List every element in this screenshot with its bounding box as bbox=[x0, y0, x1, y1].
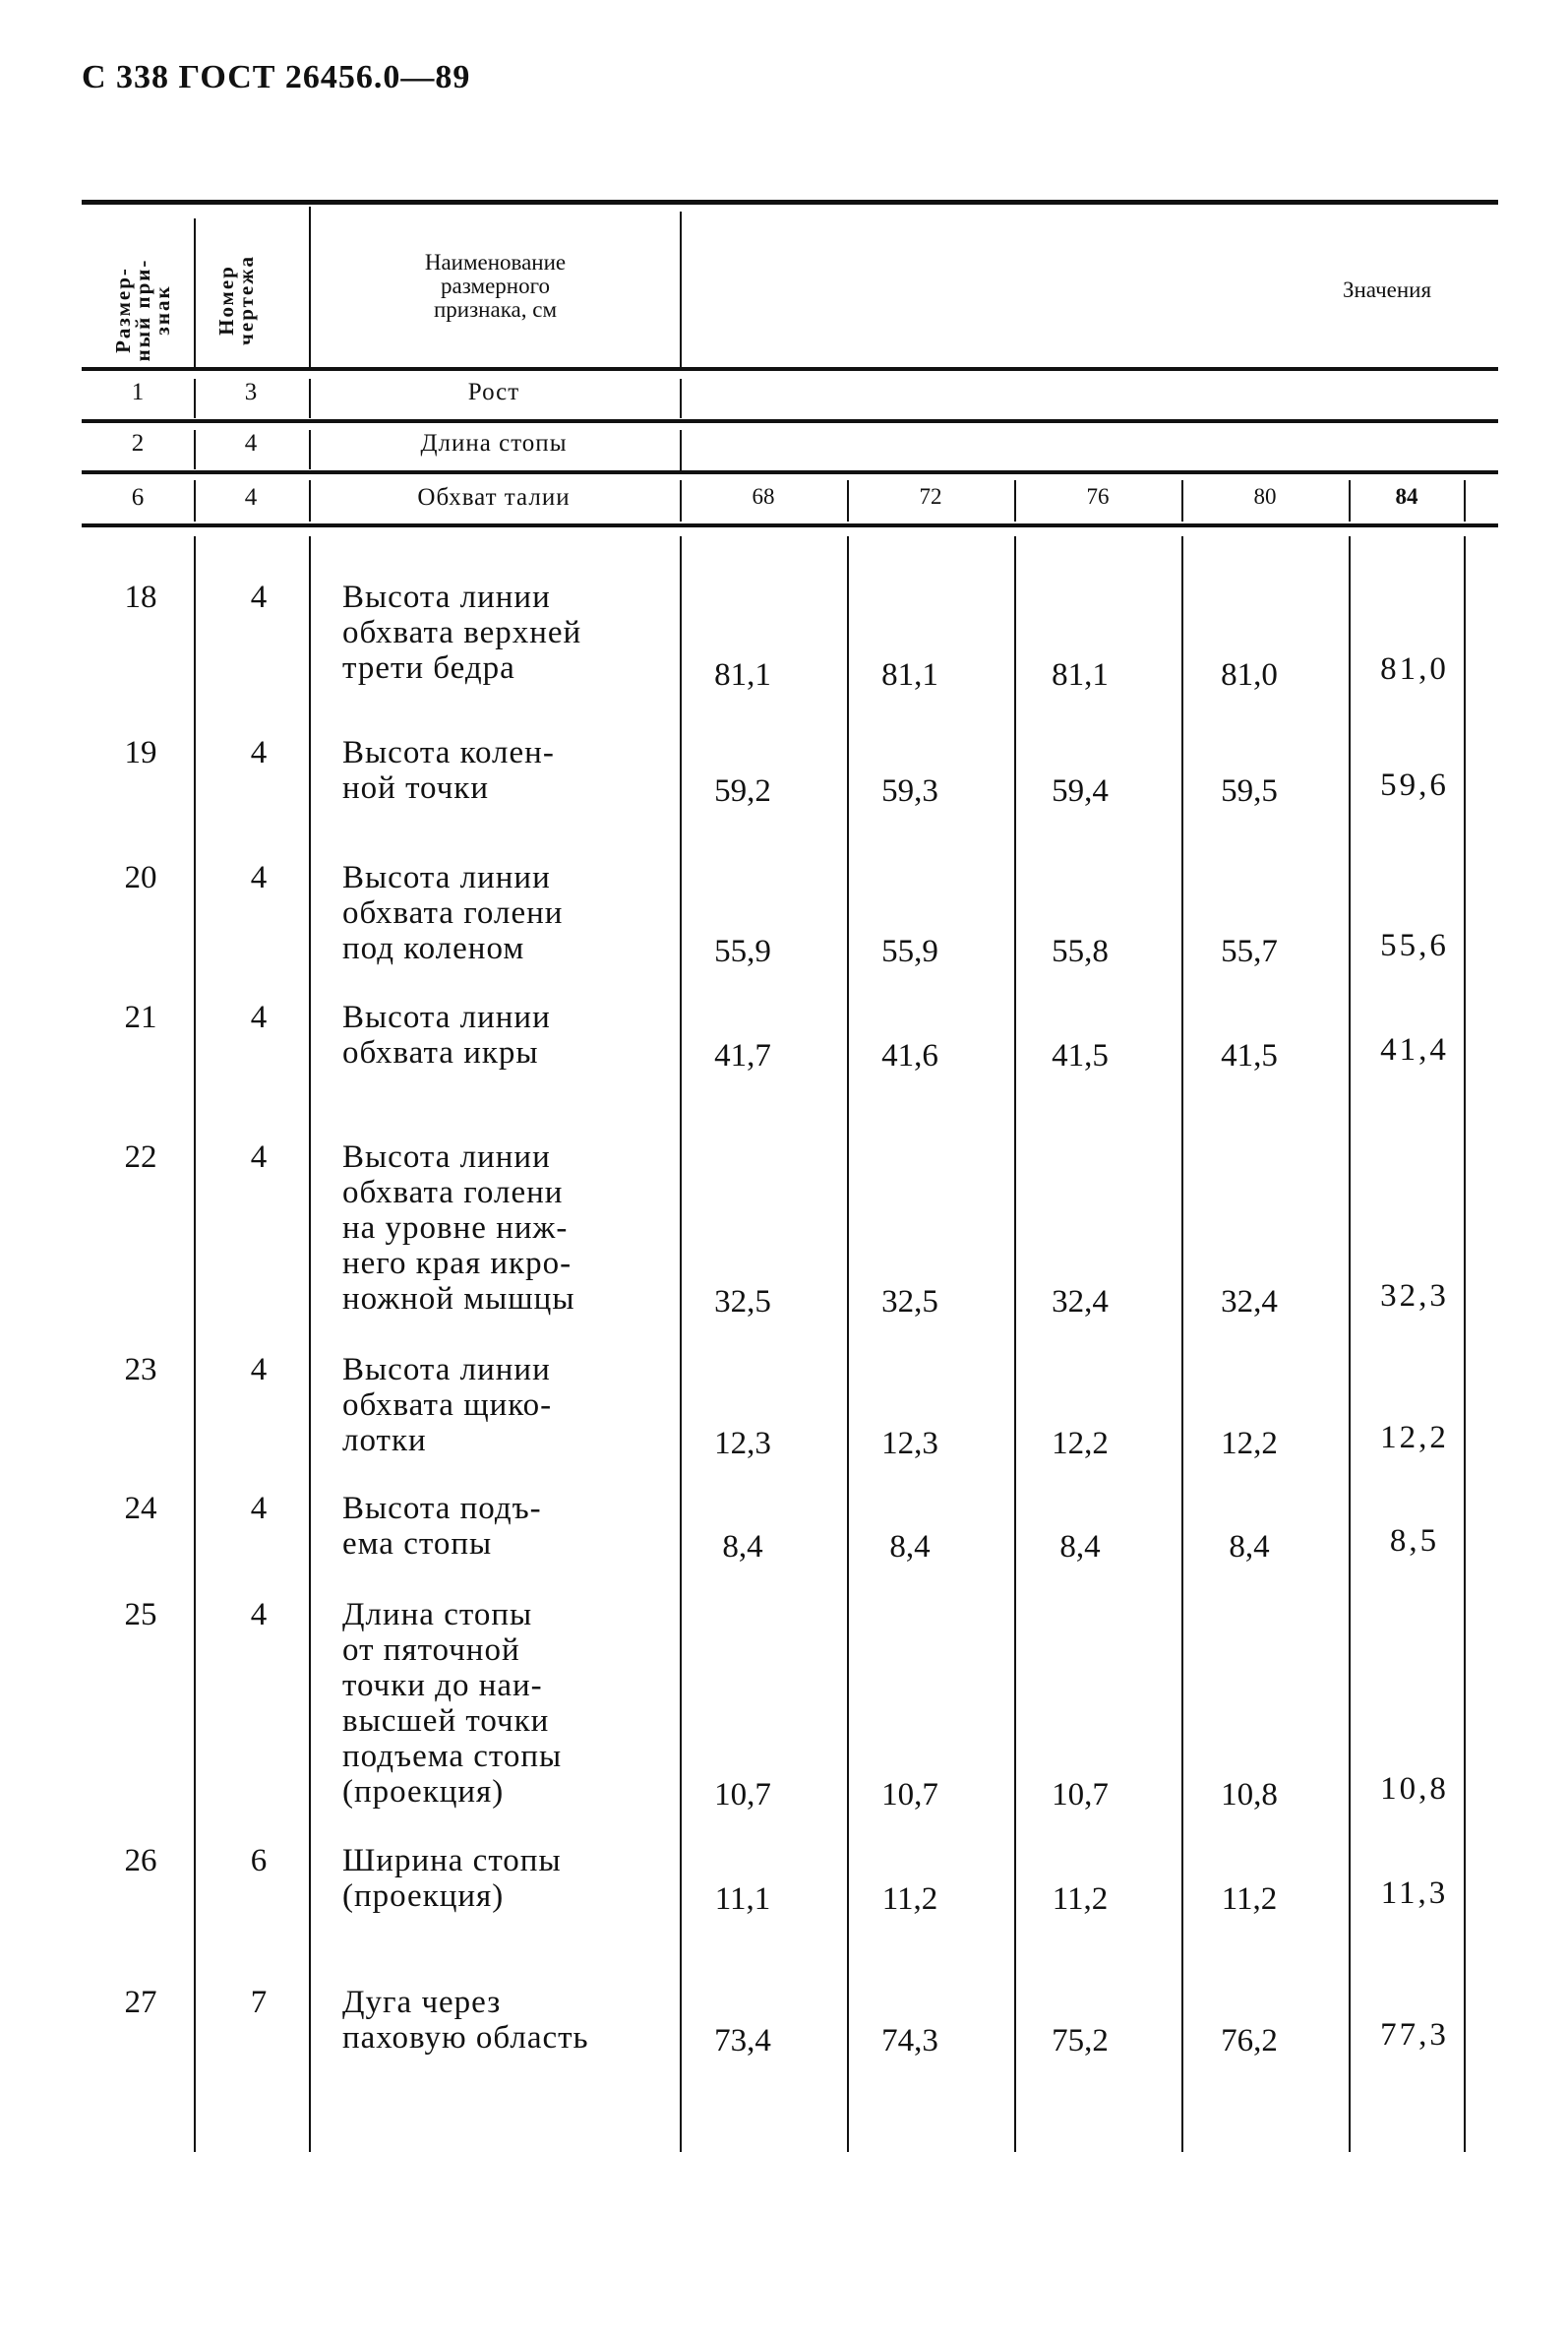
value-cell: 41,5 bbox=[1052, 1038, 1109, 1074]
dimension-name: Высота колен- ной точки bbox=[342, 735, 555, 806]
value-cell: 11,2 bbox=[881, 1881, 938, 1917]
table-row bbox=[82, 1139, 1498, 1321]
value-cell: 8,4 bbox=[1229, 1529, 1270, 1565]
dimension-number: 18 bbox=[124, 580, 157, 615]
value-cell: 81,0 bbox=[1380, 651, 1449, 687]
column-divider bbox=[309, 207, 311, 367]
value-cell: 12,2 bbox=[1221, 1426, 1278, 1461]
value-cell: 8,5 bbox=[1389, 1523, 1440, 1559]
column-divider bbox=[194, 430, 196, 469]
waist-value: 68 bbox=[752, 484, 775, 509]
waist-value: 80 bbox=[1253, 484, 1277, 509]
value-cell: 55,9 bbox=[881, 934, 938, 969]
column-divider bbox=[680, 430, 682, 470]
value-cell: 12,2 bbox=[1052, 1426, 1109, 1461]
value-cell: 41,4 bbox=[1380, 1032, 1449, 1068]
drawing-number: 4 bbox=[244, 484, 258, 511]
value-cell: 73,4 bbox=[714, 2023, 771, 2058]
dimension-name: Высота линии обхвата голени под коленом bbox=[342, 860, 564, 966]
value-cell: 59,2 bbox=[714, 773, 771, 809]
dimension-name: Высота линии обхвата щико- лотки bbox=[342, 1352, 553, 1458]
value-cell: 76,2 bbox=[1221, 2023, 1278, 2058]
column-divider bbox=[1181, 480, 1183, 522]
value-cell: 59,3 bbox=[881, 773, 938, 809]
drawing-number: 4 bbox=[250, 860, 268, 895]
value-cell: 8,4 bbox=[1059, 1529, 1101, 1565]
waist-value: 76 bbox=[1086, 484, 1110, 509]
column-divider bbox=[309, 480, 311, 522]
drawing-number: 4 bbox=[250, 735, 268, 770]
value-cell: 55,6 bbox=[1380, 928, 1449, 963]
dimension-number: 27 bbox=[124, 1985, 157, 2020]
value-cell: 55,8 bbox=[1052, 934, 1109, 969]
table-row bbox=[82, 1352, 1498, 1462]
dimension-number: 19 bbox=[124, 735, 157, 770]
column-divider bbox=[847, 480, 849, 522]
column-divider bbox=[680, 379, 682, 418]
dimension-number: 2 bbox=[131, 430, 145, 457]
header-name: Наименование размерного признака, см bbox=[424, 250, 567, 322]
table-row bbox=[82, 1491, 1498, 1566]
table-row bbox=[82, 1000, 1498, 1075]
header-drawing-number: Номер чертежа bbox=[214, 255, 258, 345]
dimension-name: Длина стопы от пяточной точки до наи- высшей точки подъема стопы (проекция) bbox=[342, 1597, 563, 1810]
value-cell: 11,2 bbox=[1221, 1881, 1278, 1917]
dimension-name: Высота линии обхвата икры bbox=[342, 1000, 551, 1071]
dimension-name: Высота линии обхвата верхней трети бедра bbox=[342, 580, 582, 686]
drawing-number: 4 bbox=[250, 1139, 268, 1175]
dimension-name: Ширина стопы (проекция) bbox=[342, 1843, 562, 1914]
table-row bbox=[82, 860, 1498, 970]
value-cell: 12,3 bbox=[714, 1426, 771, 1461]
dimension-number: 6 bbox=[131, 484, 145, 511]
value-cell: 11,2 bbox=[1052, 1881, 1109, 1917]
header-dimension-number: Размер- ный при- знак bbox=[111, 258, 174, 362]
dimension-name: Высота подъ- ема стопы bbox=[342, 1491, 542, 1562]
value-cell: 12,3 bbox=[881, 1426, 938, 1461]
drawing-number: 4 bbox=[244, 430, 258, 457]
value-cell: 10,7 bbox=[714, 1777, 771, 1813]
value-cell: 8,4 bbox=[722, 1529, 763, 1565]
value-cell: 59,4 bbox=[1052, 773, 1109, 809]
column-divider bbox=[194, 379, 196, 418]
column-divider bbox=[309, 430, 311, 469]
column-divider bbox=[680, 212, 682, 367]
value-cell: 81,1 bbox=[714, 657, 771, 693]
drawing-number: 4 bbox=[250, 1491, 268, 1526]
row-rule bbox=[82, 523, 1498, 527]
table-row bbox=[82, 1843, 1498, 1918]
waist-value: 72 bbox=[919, 484, 942, 509]
table-row bbox=[82, 1597, 1498, 1813]
header-values: Значения bbox=[1342, 277, 1432, 302]
value-cell: 32,4 bbox=[1221, 1284, 1278, 1320]
value-cell: 81,1 bbox=[881, 657, 938, 693]
header-rule bbox=[82, 367, 1498, 371]
dimension-name: Дуга через паховую область bbox=[342, 1985, 589, 2056]
dimension-name: Высота линии обхвата голени на уровне ниж- него края икро- ножной мышцы bbox=[342, 1139, 575, 1317]
value-cell: 81,1 bbox=[1052, 657, 1109, 693]
value-cell: 32,5 bbox=[881, 1284, 938, 1320]
column-divider bbox=[309, 379, 311, 418]
drawing-number: 4 bbox=[250, 580, 268, 615]
value-cell: 10,7 bbox=[1052, 1777, 1109, 1813]
dimension-number: 24 bbox=[124, 1491, 157, 1526]
dimension-number: 1 bbox=[131, 379, 145, 405]
value-cell: 41,6 bbox=[881, 1038, 938, 1074]
value-cell: 11,3 bbox=[1380, 1875, 1449, 1911]
value-cell: 59,6 bbox=[1380, 768, 1449, 803]
column-divider bbox=[194, 480, 196, 522]
value-cell: 10,7 bbox=[881, 1777, 938, 1813]
value-cell: 77,3 bbox=[1380, 2017, 1449, 2053]
dimension-name: Обхват талии bbox=[417, 484, 571, 511]
drawing-number: 4 bbox=[250, 1000, 268, 1035]
value-cell: 75,2 bbox=[1052, 2023, 1109, 2058]
value-cell: 10,8 bbox=[1380, 1771, 1449, 1807]
dimension-number: 25 bbox=[124, 1597, 157, 1632]
value-cell: 59,5 bbox=[1221, 773, 1278, 809]
drawing-number: 3 bbox=[244, 379, 258, 405]
value-cell: 8,4 bbox=[889, 1529, 931, 1565]
column-divider bbox=[1014, 480, 1016, 522]
dimension-number: 21 bbox=[124, 1000, 157, 1035]
drawing-number: 6 bbox=[250, 1843, 268, 1878]
dimension-name: Рост bbox=[467, 379, 520, 405]
waist-value: 84 bbox=[1395, 484, 1418, 509]
table-top-rule bbox=[82, 200, 1498, 205]
column-divider bbox=[680, 480, 682, 522]
table-row bbox=[82, 1985, 1498, 2059]
value-cell: 81,0 bbox=[1221, 657, 1278, 693]
table-row bbox=[82, 580, 1498, 694]
value-cell: 32,4 bbox=[1052, 1284, 1109, 1320]
value-cell: 32,3 bbox=[1380, 1278, 1449, 1314]
drawing-number: 7 bbox=[250, 1985, 268, 2020]
table-row bbox=[82, 735, 1498, 810]
value-cell: 11,1 bbox=[714, 1881, 771, 1917]
page-header: С 338 ГОСТ 26456.0—89 bbox=[82, 59, 471, 95]
value-cell: 32,5 bbox=[714, 1284, 771, 1320]
value-cell: 74,3 bbox=[881, 2023, 938, 2058]
value-cell: 55,9 bbox=[714, 934, 771, 969]
value-cell: 10,8 bbox=[1221, 1777, 1278, 1813]
dimension-number: 20 bbox=[124, 860, 157, 895]
row-rule bbox=[82, 470, 1498, 474]
drawing-number: 4 bbox=[250, 1352, 268, 1387]
value-cell: 41,5 bbox=[1221, 1038, 1278, 1074]
dimension-number: 23 bbox=[124, 1352, 157, 1387]
drawing-number: 4 bbox=[250, 1597, 268, 1632]
dimension-number: 22 bbox=[124, 1139, 157, 1175]
value-cell: 41,7 bbox=[714, 1038, 771, 1074]
dimension-name: Длина стопы bbox=[420, 430, 568, 457]
row-rule bbox=[82, 419, 1498, 423]
value-cell: 55,7 bbox=[1221, 934, 1278, 969]
column-divider bbox=[194, 218, 196, 367]
value-cell: 12,2 bbox=[1380, 1420, 1449, 1455]
dimension-number: 26 bbox=[124, 1843, 157, 1878]
